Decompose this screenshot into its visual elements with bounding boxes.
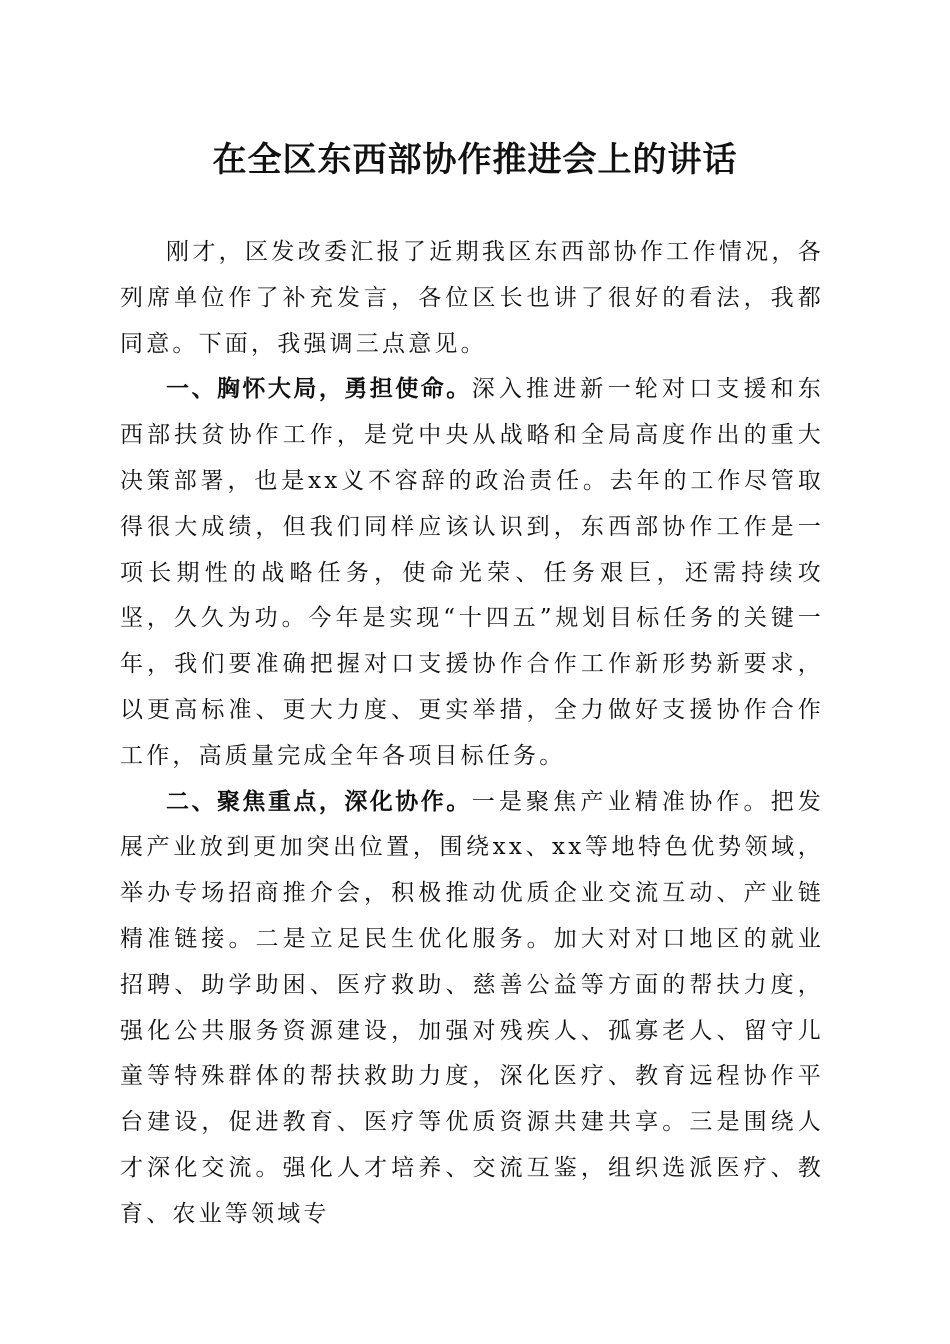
paragraph-section-two <box>120 780 824 1238</box>
section-heading-two: 二、聚焦重点，深化协作。 <box>166 788 472 815</box>
document-body <box>120 230 824 1238</box>
paragraph-text: 一是聚焦产业精准协作。把发展产业放到更加突出位置，围绕xx、xx等地特色优势领域，举办专场招商推介会，积极推动优质企业交流互动、产业链精准链接。二是立足民生优化服务。加大对对口地区的就业招聘、助学助困、医疗救助、慈善公益等方面的帮扶力度，强化公共服务资源建设，加强对残疾人、孤寡老人、留守儿童等特殊群体的帮扶救助力度，深化医疗、教育远程协作平台建设，促进教育、医疗等优质资源共建共享。三是围绕人才深化交流。强化人才培养、交流互鉴，组织选派医疗、教育、农业等领域专 <box>120 788 824 1227</box>
paragraph-section-one <box>120 367 824 779</box>
paragraph-opening <box>120 230 824 367</box>
document-title: 在全区东西部协作推进会上的讲话 <box>212 140 738 180</box>
paragraph-text: 刚才，区发改委汇报了近期我区东西部协作工作情况，各列席单位作了补充发言，各位区长也讲了很好的看法，我都同意。下面，我强调三点意见。 <box>120 239 824 357</box>
paragraph-text: 深入推进新一轮对口支援和东西部扶贫协作工作，是党中央从战略和全局高度作出的重大决策部署，也是xx义不容辞的政治责任。去年的工作尽管取得很大成绩，但我们同样应该认识到，东西部协作工作是一项长期性的战略任务，使命光荣、任务艰巨，还需持续攻坚，久久为功。今年是实现“十四五”规划目标任务的关键一年，我们要准确把握对口支援协作合作工作新形势新要求，以更高标准、更大力度、更实举措，全力做好支援协作合作工作，高质量完成全年各项目标任务。 <box>120 376 824 769</box>
section-heading-one: 一、胸怀大局，勇担使命。 <box>166 376 472 403</box>
